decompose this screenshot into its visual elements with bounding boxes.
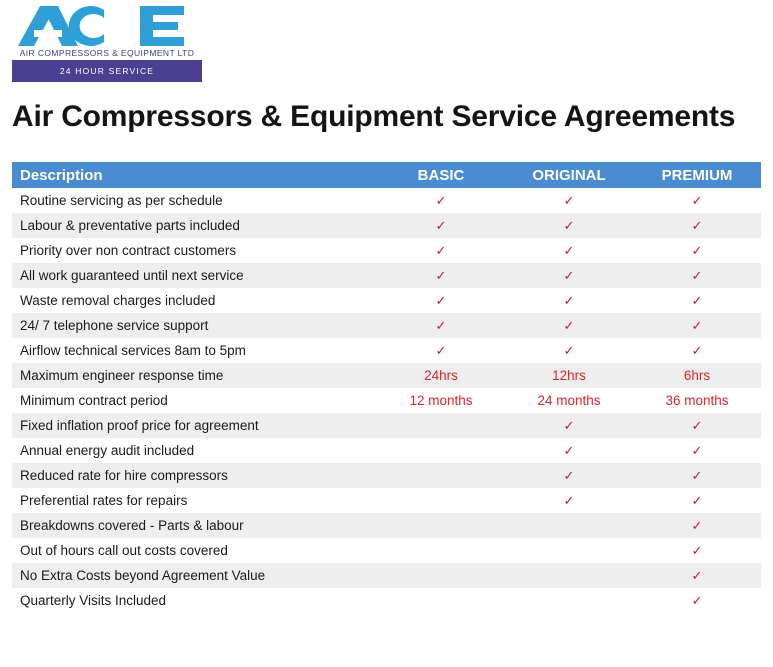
row-description: 24/ 7 telephone service support	[12, 313, 377, 338]
cell-original	[505, 338, 633, 363]
cell-basic	[377, 213, 505, 238]
row-description: Airflow technical services 8am to 5pm	[12, 338, 377, 363]
cell-premium	[633, 488, 761, 513]
cell-basic	[377, 263, 505, 288]
value-text: 12hrs	[552, 368, 586, 383]
check-icon: ✓	[563, 443, 575, 458]
cell-original	[505, 263, 633, 288]
row-description: Maximum engineer response time	[12, 363, 377, 388]
cell-premium	[633, 313, 761, 338]
check-icon: ✓	[563, 193, 575, 208]
cell-basic	[377, 413, 505, 438]
cell-basic	[377, 588, 505, 613]
cell-premium	[633, 263, 761, 288]
cell-premium	[633, 213, 761, 238]
value-text: 36 months	[665, 393, 729, 408]
logo-tagline: AIR COMPRESSORS & EQUIPMENT LTD	[19, 48, 195, 58]
cell-basic	[377, 388, 505, 413]
row-description: Breakdowns covered - Parts & labour	[12, 513, 377, 538]
check-icon: ✓	[691, 468, 703, 483]
check-icon: ✓	[435, 343, 447, 358]
check-icon: ✓	[691, 418, 703, 433]
logo-letters-ace	[12, 4, 202, 48]
cell-basic	[377, 188, 505, 213]
table-row	[12, 338, 761, 363]
check-icon: ✓	[563, 343, 575, 358]
cell-basic	[377, 463, 505, 488]
table-body	[12, 188, 761, 613]
company-logo	[10, 4, 202, 82]
table-row	[12, 538, 761, 563]
cell-basic	[377, 238, 505, 263]
comparison-table	[12, 162, 761, 613]
table-row	[12, 488, 761, 513]
row-description: Waste removal charges included	[12, 288, 377, 313]
check-icon: ✓	[563, 493, 575, 508]
check-icon: ✓	[435, 243, 447, 258]
check-icon: ✓	[691, 293, 703, 308]
column-header-premium: PREMIUM	[633, 162, 761, 188]
check-icon: ✓	[691, 568, 703, 583]
check-icon: ✓	[691, 518, 703, 533]
logo-badge-bar	[12, 60, 202, 82]
row-description: Fixed inflation proof price for agreement	[12, 413, 377, 438]
cell-premium	[633, 463, 761, 488]
cell-original	[505, 488, 633, 513]
row-description: Labour & preventative parts included	[12, 213, 377, 238]
row-description: Out of hours call out costs covered	[12, 538, 377, 563]
cell-premium	[633, 188, 761, 213]
value-text: 12 months	[409, 393, 473, 408]
cell-original	[505, 413, 633, 438]
column-header-basic: BASIC	[377, 162, 505, 188]
row-description: No Extra Costs beyond Agreement Value	[12, 563, 377, 588]
row-description: Reduced rate for hire compressors	[12, 463, 377, 488]
cell-basic	[377, 538, 505, 563]
cell-premium	[633, 238, 761, 263]
service-agreements-table	[12, 162, 761, 613]
cell-premium	[633, 588, 761, 613]
check-icon: ✓	[435, 318, 447, 333]
cell-original	[505, 213, 633, 238]
cell-original	[505, 188, 633, 213]
column-header-original: ORIGINAL	[505, 162, 633, 188]
table-row	[12, 188, 761, 213]
check-icon: ✓	[691, 218, 703, 233]
table-row	[12, 363, 761, 388]
check-icon: ✓	[691, 318, 703, 333]
check-icon: ✓	[435, 218, 447, 233]
cell-original	[505, 463, 633, 488]
check-icon: ✓	[691, 593, 703, 608]
row-description: Preferential rates for repairs	[12, 488, 377, 513]
cell-basic	[377, 563, 505, 588]
cell-original	[505, 238, 633, 263]
cell-basic	[377, 488, 505, 513]
cell-basic	[377, 288, 505, 313]
cell-original	[505, 513, 633, 538]
cell-basic	[377, 438, 505, 463]
table-header-row	[12, 162, 761, 188]
cell-original	[505, 313, 633, 338]
check-icon: ✓	[563, 318, 575, 333]
cell-basic	[377, 338, 505, 363]
check-icon: ✓	[563, 218, 575, 233]
row-description: Priority over non contract customers	[12, 238, 377, 263]
cell-original	[505, 388, 633, 413]
logo-badge-text: 24 HOUR SERVICE	[59, 66, 155, 76]
cell-premium	[633, 338, 761, 363]
check-icon: ✓	[563, 243, 575, 258]
check-icon: ✓	[435, 293, 447, 308]
check-icon: ✓	[435, 193, 447, 208]
check-icon: ✓	[563, 268, 575, 283]
check-icon: ✓	[691, 543, 703, 558]
cell-original	[505, 588, 633, 613]
check-icon: ✓	[691, 243, 703, 258]
check-icon: ✓	[691, 193, 703, 208]
table-row	[12, 288, 761, 313]
check-icon: ✓	[691, 268, 703, 283]
cell-basic	[377, 363, 505, 388]
cell-original	[505, 438, 633, 463]
check-icon: ✓	[691, 343, 703, 358]
row-description: Quarterly Visits Included	[12, 588, 377, 613]
check-icon: ✓	[435, 268, 447, 283]
row-description: Routine servicing as per schedule	[12, 188, 377, 213]
cell-original	[505, 563, 633, 588]
cell-original	[505, 538, 633, 563]
cell-basic	[377, 313, 505, 338]
table-row	[12, 463, 761, 488]
cell-premium	[633, 288, 761, 313]
check-icon: ✓	[563, 468, 575, 483]
row-description: Minimum contract period	[12, 388, 377, 413]
cell-premium	[633, 563, 761, 588]
cell-premium	[633, 413, 761, 438]
cell-original	[505, 288, 633, 313]
cell-premium	[633, 538, 761, 563]
table-row	[12, 513, 761, 538]
value-text: 24 months	[537, 393, 601, 408]
check-icon: ✓	[691, 443, 703, 458]
row-description: All work guaranteed until next service	[12, 263, 377, 288]
cell-premium	[633, 513, 761, 538]
table-row	[12, 313, 761, 338]
table-row	[12, 438, 761, 463]
check-icon: ✓	[691, 493, 703, 508]
table-row	[12, 413, 761, 438]
cell-premium	[633, 363, 761, 388]
cell-original	[505, 363, 633, 388]
table-row	[12, 388, 761, 413]
check-icon: ✓	[563, 418, 575, 433]
table-row	[12, 238, 761, 263]
value-text: 24hrs	[424, 368, 458, 383]
table-row	[12, 588, 761, 613]
value-text: 6hrs	[683, 368, 711, 383]
row-description: Annual energy audit included	[12, 438, 377, 463]
table-row	[12, 263, 761, 288]
cell-premium	[633, 388, 761, 413]
cell-basic	[377, 513, 505, 538]
check-icon: ✓	[563, 293, 575, 308]
cell-premium	[633, 438, 761, 463]
table-row	[12, 213, 761, 238]
page-title: Air Compressors & Equipment Service Agreements	[12, 100, 736, 133]
column-header-description: Description	[12, 162, 377, 188]
table-row	[12, 563, 761, 588]
